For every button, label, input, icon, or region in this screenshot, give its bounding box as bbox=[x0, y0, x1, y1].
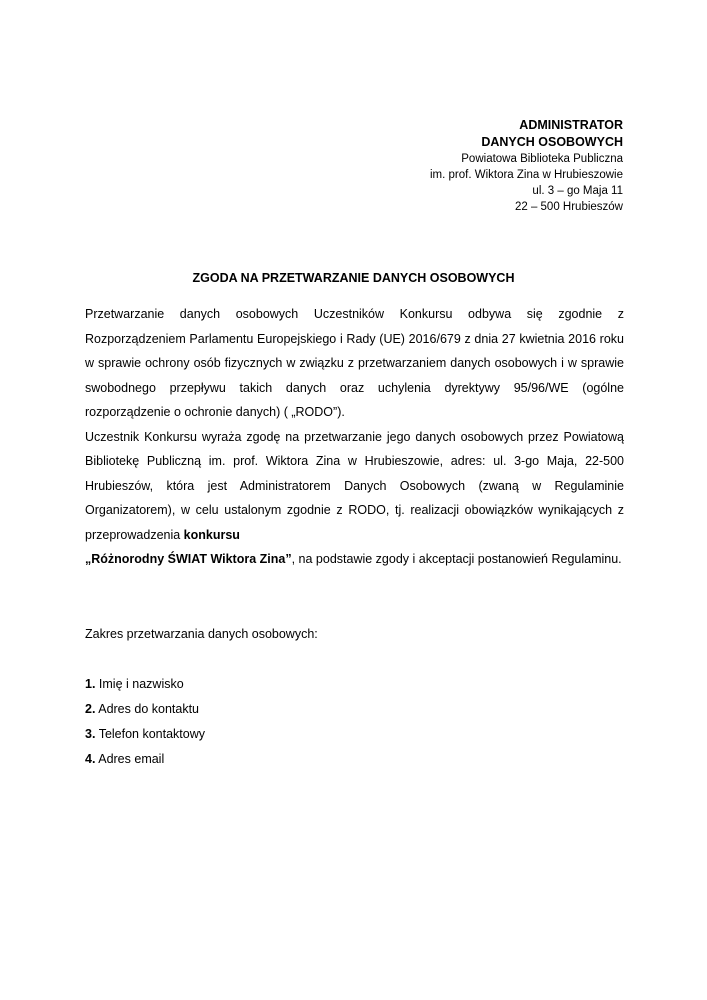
consent-bold-konkursu: konkursu bbox=[183, 527, 240, 542]
scope-heading: Zakres przetwarzania danych osobowych: bbox=[85, 627, 318, 641]
list-item bbox=[85, 697, 205, 722]
list-item-label: Imię i nazwisko bbox=[98, 677, 184, 691]
document-title: ZGODA NA PRZETWARZANIE DANYCH OSOBOWYCH bbox=[192, 271, 515, 285]
list-item-number: 2. bbox=[85, 702, 96, 716]
document-body bbox=[85, 302, 624, 572]
administrator-title-line1: ADMINISTRATOR bbox=[519, 118, 623, 132]
consent-text-end: , na podstawie zgody i akceptacji postanowień Regulaminu. bbox=[291, 552, 622, 566]
paragraph-consent bbox=[85, 425, 624, 572]
administrator-city: 22 – 500 Hrubieszów bbox=[514, 201, 623, 213]
administrator-block bbox=[430, 117, 623, 215]
list-item-label: Adres do kontaktu bbox=[98, 702, 199, 716]
list-item-label: Telefon kontaktowy bbox=[98, 727, 205, 741]
consent-text: Uczestnik Konkursu wyraża zgodę na przetwarzanie jego danych osobowych przez Powiatową Bibliotekę Publiczną im. prof. Wiktora Zina w Hrubieszowie, adres: ul. 3-go Maja, 22-500 Hrubieszów, która jest Administratorem Danych Osobowych (zwaną w Regulaminie Organizatorem), w celu ustalonym zgodnie z RODO, tj. realizacji obowiązków wynikających z przeprowadzenia bbox=[85, 429, 624, 542]
list-item bbox=[85, 672, 205, 697]
administrator-street: ul. 3 – go Maja 11 bbox=[532, 185, 623, 197]
scope-list bbox=[85, 672, 205, 772]
list-item-number: 4. bbox=[85, 752, 96, 766]
contest-name: „Różnorodny ŚWIAT Wiktora Zina” bbox=[85, 552, 292, 566]
paragraph-rodo: Przetwarzanie danych osobowych Uczestników Konkursu odbywa się zgodnie z Rozporządzeniem Parlamentu Europejskiego i Rady (UE) 2016/679 z dnia 27 kwietnia 2016 roku w sprawie ochrony osób fizycznych w związku z przetwarzaniem danych osobowych i w sprawie swobodnego przepływu takich danych oraz uchylenia dyrektywy 95/96/WE (ogólne rozporządzenie o ochronie danych) ( „RODO”). bbox=[85, 307, 624, 419]
list-item bbox=[85, 722, 205, 747]
list-item bbox=[85, 747, 205, 772]
list-item-number: 1. bbox=[85, 677, 96, 691]
administrator-patron: im. prof. Wiktora Zina w Hrubieszowie bbox=[430, 169, 623, 181]
list-item-number: 3. bbox=[85, 727, 96, 741]
administrator-title-line2: DANYCH OSOBOWYCH bbox=[481, 135, 623, 149]
list-item-label: Adres email bbox=[98, 752, 165, 766]
administrator-name: Powiatowa Biblioteka Publiczna bbox=[461, 153, 623, 165]
